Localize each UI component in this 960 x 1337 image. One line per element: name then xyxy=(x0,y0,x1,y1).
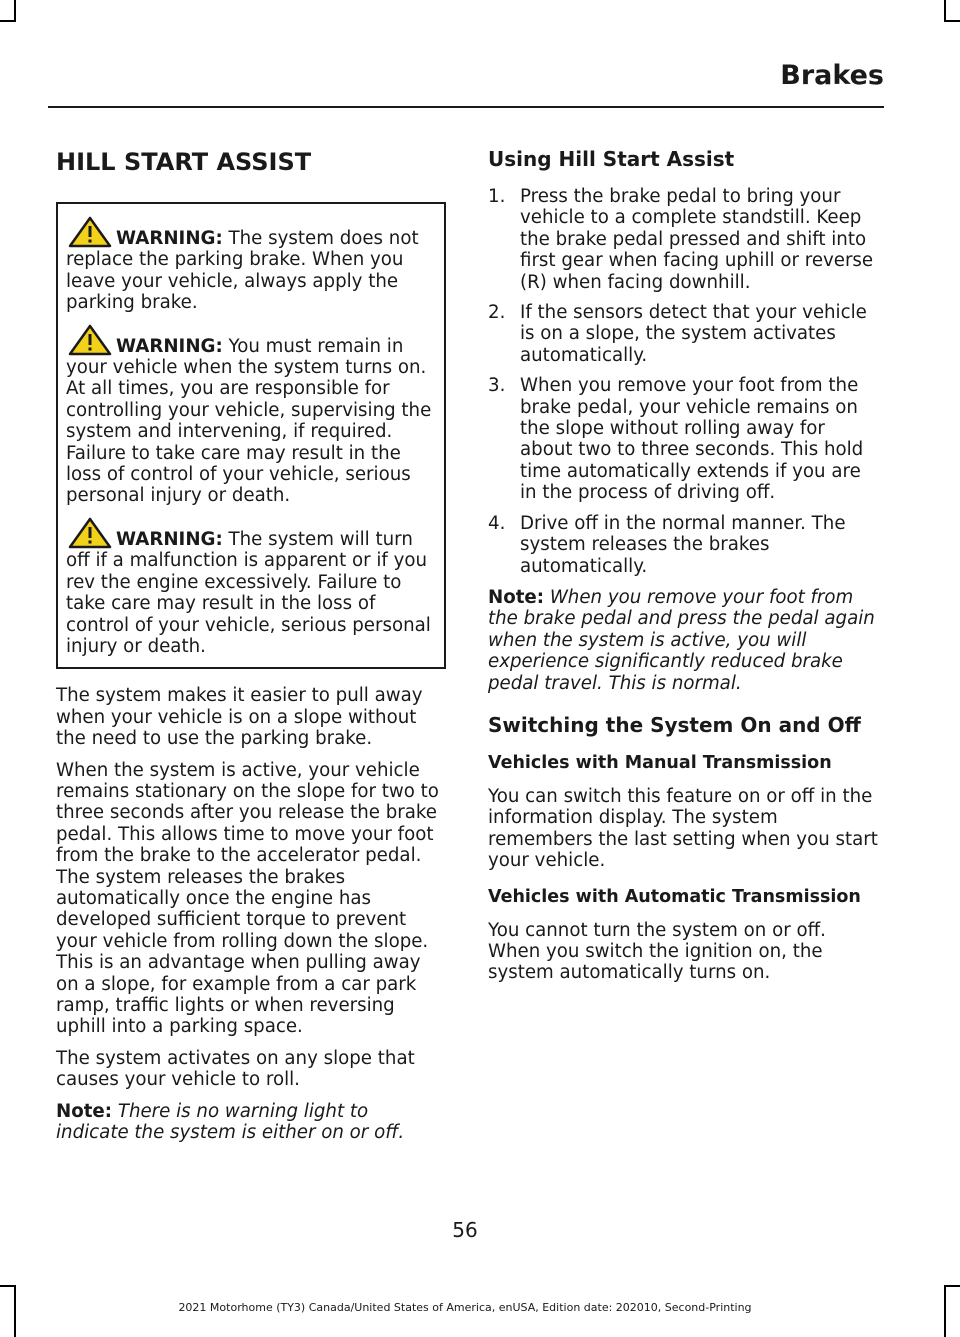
heading-manual-transmission: Vehicles with Manual Transmission xyxy=(488,752,832,773)
step-number: 3. xyxy=(488,375,506,397)
crop-mark xyxy=(944,1285,946,1337)
warning-text: You must remain in your vehicle when the system turns on. At all times, you are responsible for controlling your vehicle, supervising the system and intervening, if required. Failure to take care may result in the loss of control of your vehicle, serious personal injury or death. xyxy=(66,335,432,507)
warning-text: The system will turn off if a malfunction is apparent or if you rev the engine excessively. Failure to take care may result in the loss of control of your vehicle, serious personal injury or death. xyxy=(66,528,431,657)
heading-automatic-transmission: Vehicles with Automatic Transmission xyxy=(488,886,861,907)
body-paragraph: The system makes it easier to pull away when your vehicle is on a slope without the need to use the parking brake. xyxy=(56,685,423,750)
note-text: There is no warning light to indicate the system is either on or off. xyxy=(56,1100,405,1144)
warning-label: WARNING: xyxy=(116,335,223,357)
warning-item xyxy=(66,324,436,507)
crop-mark xyxy=(944,20,960,22)
warning-label: WARNING: xyxy=(116,228,223,249)
crop-mark xyxy=(944,0,946,22)
crop-mark xyxy=(14,0,16,22)
body-paragraph: The system activates on any slope that causes your vehicle to roll. xyxy=(56,1047,415,1091)
subsection-title-using: Using Hill Start Assist xyxy=(488,147,735,171)
warning-label: WARNING: xyxy=(116,528,223,550)
section-title: HILL START ASSIST xyxy=(56,148,312,176)
step-text: Drive off in the normal manner. The system releases the brakes automatically. xyxy=(520,512,846,577)
warning-triangle-icon xyxy=(68,216,112,248)
step-number: 1. xyxy=(488,186,506,207)
steps-list xyxy=(488,186,880,577)
body-paragraph: You cannot turn the system on or off. When you switch the ignition on, the system automatically turns on. xyxy=(488,919,826,984)
warning-item xyxy=(66,216,436,314)
list-item xyxy=(488,302,880,366)
chapter-title: Brakes xyxy=(780,60,884,91)
list-item xyxy=(488,186,880,293)
step-number: 2. xyxy=(488,302,506,324)
step-text: When you remove your foot from the brake pedal, your vehicle remains on the slope without rolling away for about two to three seconds. This hold time automatically extends if you are in the process of driving off. xyxy=(520,375,864,504)
footer-edition-info: 2021 Motorhome (TY3) Canada/United States of America, enUSA, Edition date: 202010, Second-Printing xyxy=(178,1301,752,1314)
step-text: If the sensors detect that your vehicle is on a slope, the system activates automatically. xyxy=(520,302,867,366)
warning-item xyxy=(66,517,436,657)
page-number: 56 xyxy=(452,1218,478,1242)
warning-triangle-icon xyxy=(68,517,112,549)
list-item xyxy=(488,513,880,577)
note xyxy=(488,587,880,694)
warning-box xyxy=(56,202,446,669)
warning-triangle-icon xyxy=(68,324,112,356)
note-label: Note: xyxy=(56,1100,113,1122)
crop-mark xyxy=(0,1285,16,1287)
note-text: When you remove your foot from the brake pedal and press the pedal again when the system is active, you will experience significantly reduced brake pedal travel. This is normal. xyxy=(488,586,875,694)
step-text: Press the brake pedal to bring your vehicle to a complete standstill. Keep the brake pedal pressed and shift into first gear when facing uphill or reverse (R) when facing downhill. xyxy=(520,186,874,293)
warning-text: The system does not replace the parking brake. When you leave your vehicle, always apply the parking brake. xyxy=(66,228,419,314)
left-column xyxy=(56,140,446,1153)
list-item xyxy=(488,375,880,503)
subsection-title-switching: Switching the System On and Off xyxy=(488,712,861,737)
body-paragraph: You can switch this feature on or off in the information display. The system remembers the last setting when you start your vehicle. xyxy=(488,785,878,872)
header-divider xyxy=(48,106,884,108)
crop-mark xyxy=(0,20,16,22)
step-number: 4. xyxy=(488,512,506,534)
note xyxy=(56,1101,446,1144)
body-paragraph: When the system is active, your vehicle remains stationary on the slope for two to three seconds after you release the brake pedal. This allows time to move your foot from the brake to the accelerator pedal. The system releases the brakes automatically once the engine has developed sufficient torque to prevent your vehicle from rolling down the slope. This is an advantage when pulling away on a slope, for example from a car park ramp, traffic lights or when reversing uphill into a parking space. xyxy=(56,759,439,1038)
note-label: Note: xyxy=(488,586,545,608)
right-column xyxy=(488,140,880,994)
crop-mark xyxy=(944,1285,960,1287)
